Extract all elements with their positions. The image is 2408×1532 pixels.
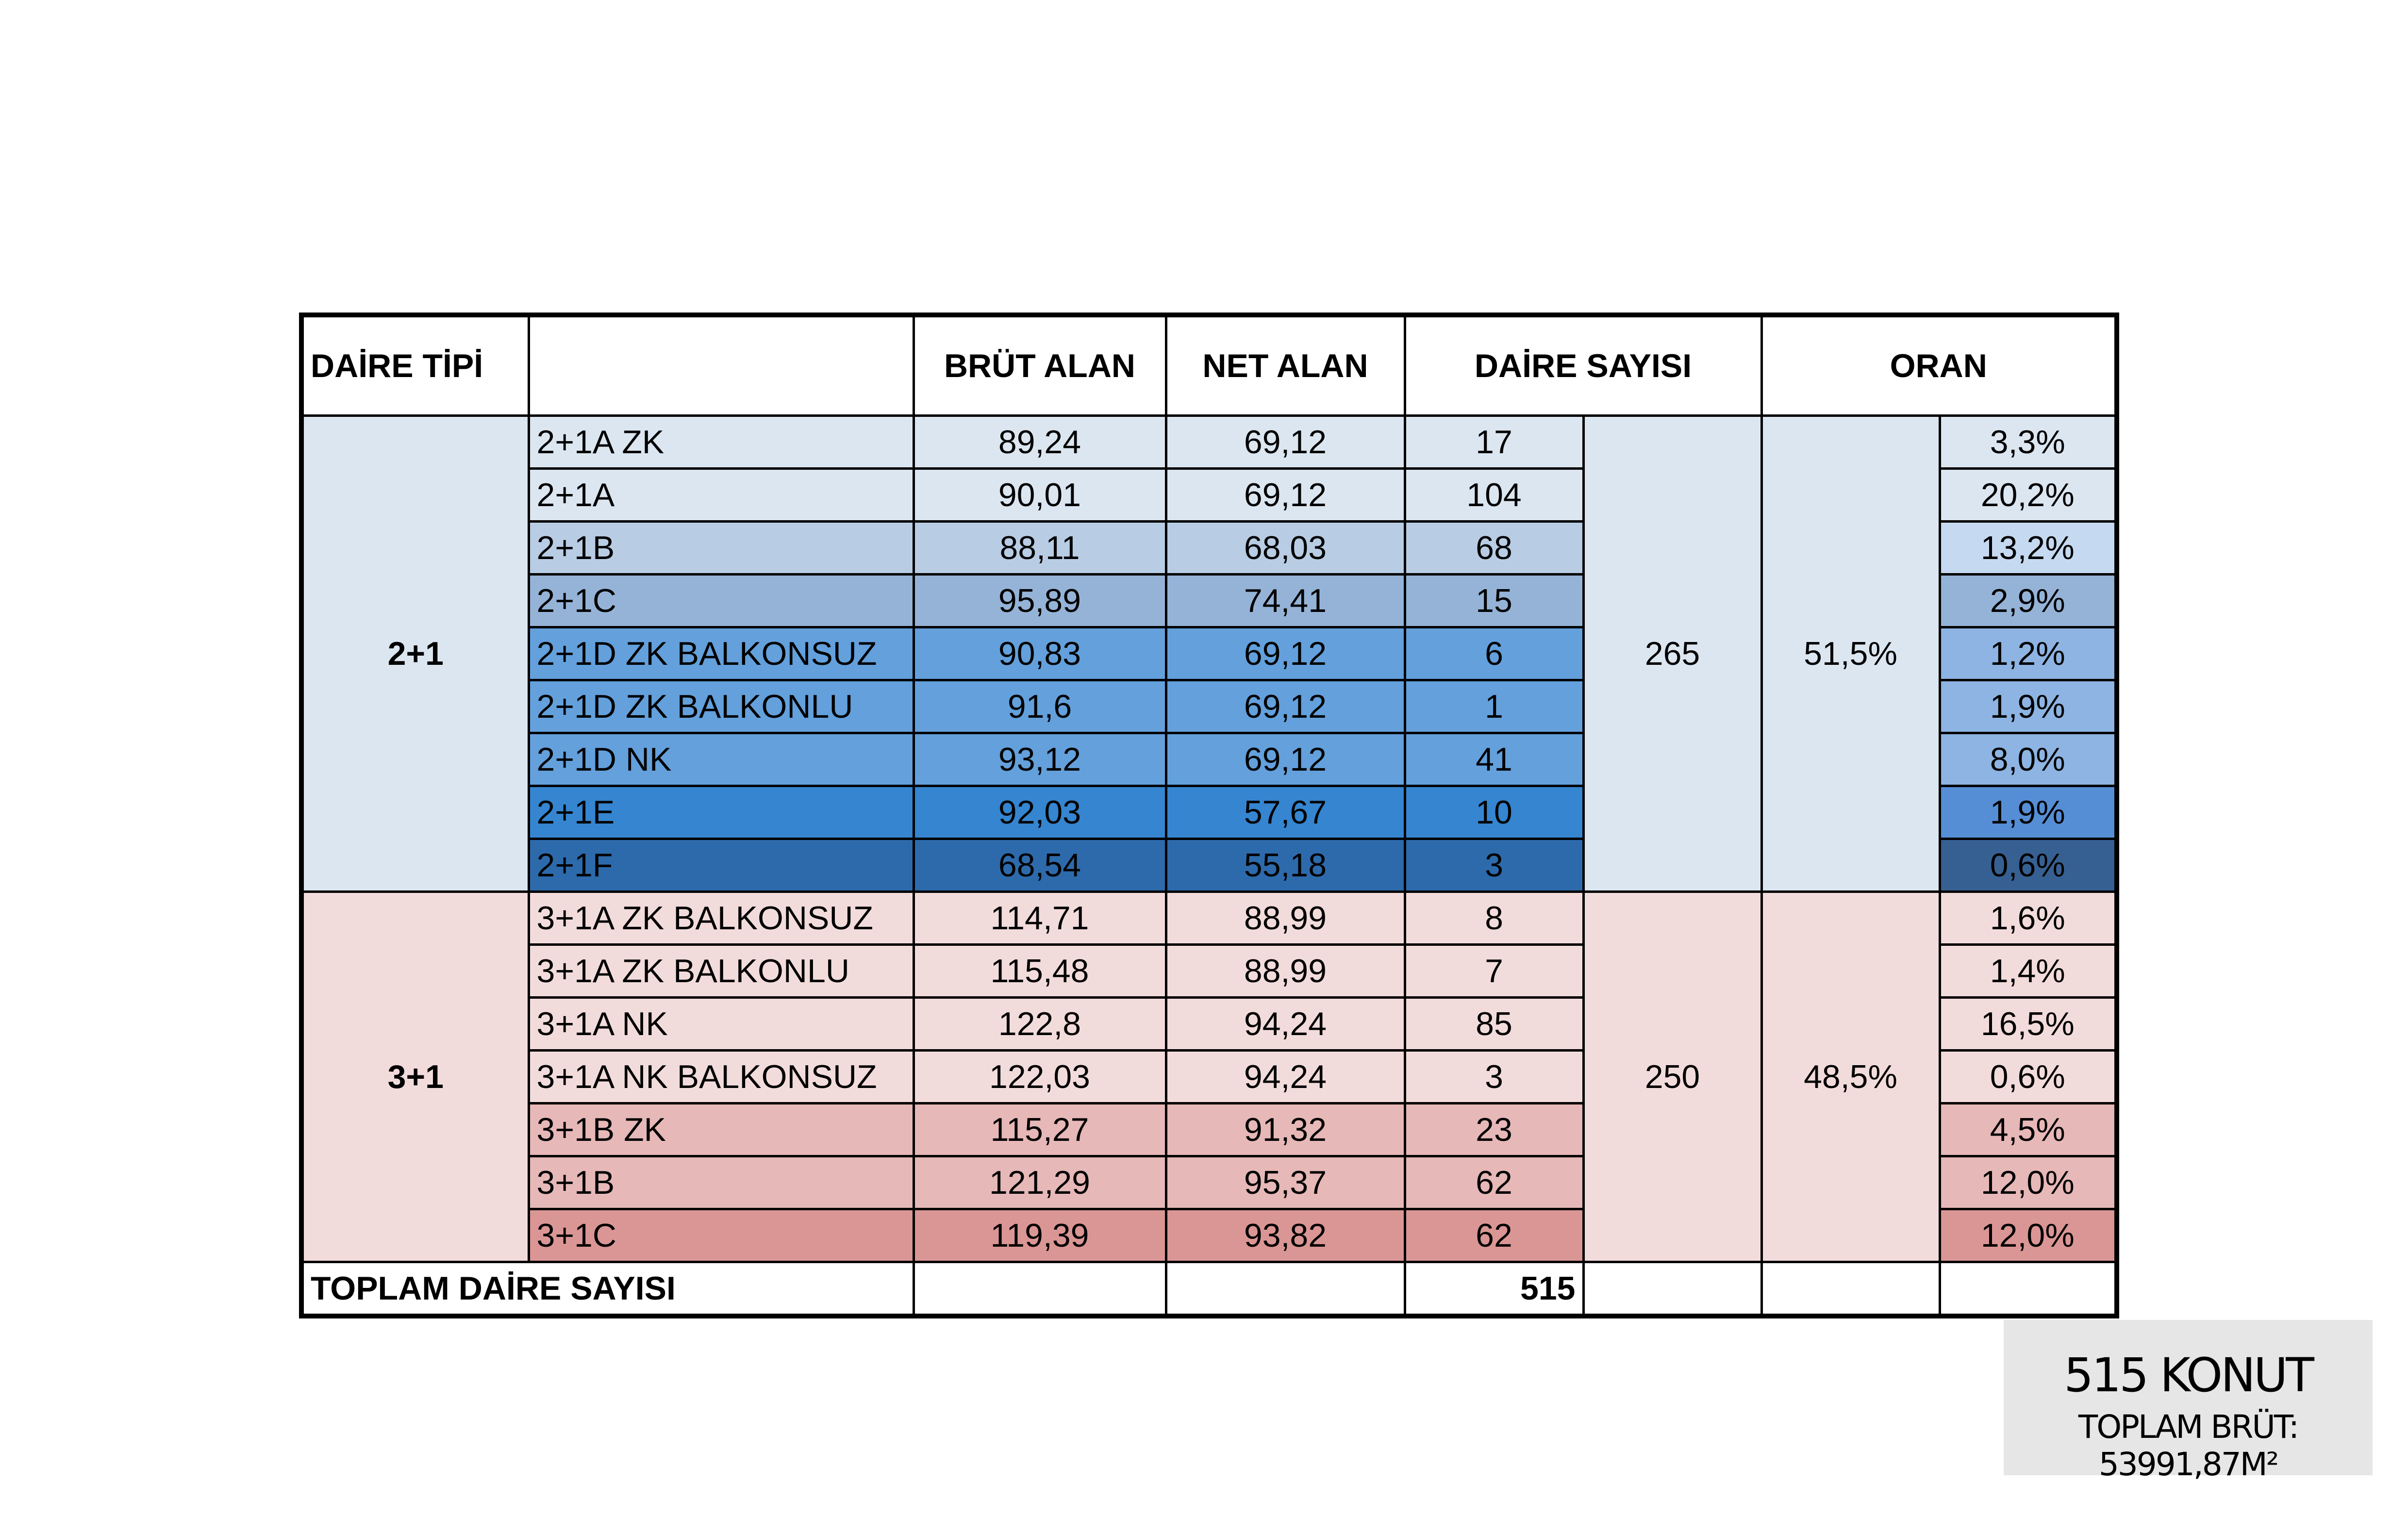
total-count: 515 xyxy=(1405,1262,1583,1317)
gross-area: 115,48 xyxy=(913,945,1166,998)
unit-name: 3+1B ZK xyxy=(529,1104,913,1156)
gross-area: 91,6 xyxy=(913,680,1166,733)
summary-title: 515 KONUT xyxy=(2064,1348,2312,1402)
unit-ratio: 12,0% xyxy=(1940,1156,2117,1209)
unit-name: 2+1C xyxy=(529,575,913,627)
unit-count: 104 xyxy=(1405,469,1583,522)
unit-count: 23 xyxy=(1405,1104,1583,1156)
group-label: 2+1 xyxy=(301,416,529,892)
group-ratio: 48,5% xyxy=(1761,892,1940,1262)
header-oran: ORAN xyxy=(1761,315,2117,416)
unit-ratio: 12,0% xyxy=(1940,1209,2117,1262)
unit-ratio: 1,9% xyxy=(1940,680,2117,733)
net-area: 55,18 xyxy=(1166,839,1405,892)
gross-area: 95,89 xyxy=(913,575,1166,627)
unit-count: 8 xyxy=(1405,892,1583,945)
net-area: 91,32 xyxy=(1166,1104,1405,1156)
unit-ratio: 1,2% xyxy=(1940,627,2117,680)
total-empty-group-count xyxy=(1583,1262,1761,1317)
unit-ratio: 8,0% xyxy=(1940,733,2117,786)
gross-area: 119,39 xyxy=(913,1209,1166,1262)
unit-count: 62 xyxy=(1405,1156,1583,1209)
unit-ratio: 1,9% xyxy=(1940,786,2117,839)
gross-area: 68,54 xyxy=(913,839,1166,892)
net-area: 95,37 xyxy=(1166,1156,1405,1209)
gross-area: 90,01 xyxy=(913,469,1166,522)
unit-count: 1 xyxy=(1405,680,1583,733)
net-area: 57,67 xyxy=(1166,786,1405,839)
gross-area: 88,11 xyxy=(913,522,1166,575)
unit-ratio: 13,2% xyxy=(1940,522,2117,575)
unit-count: 68 xyxy=(1405,522,1583,575)
table-header-row xyxy=(301,315,2117,416)
table-row xyxy=(301,892,2117,945)
gross-area: 122,8 xyxy=(913,998,1166,1051)
net-area: 88,99 xyxy=(1166,945,1405,998)
unit-ratio: 1,4% xyxy=(1940,945,2117,998)
group-ratio: 51,5% xyxy=(1761,416,1940,892)
gross-area: 115,27 xyxy=(913,1104,1166,1156)
net-area: 69,12 xyxy=(1166,469,1405,522)
group-label: 3+1 xyxy=(301,892,529,1262)
unit-ratio: 0,6% xyxy=(1940,1051,2117,1104)
unit-count: 10 xyxy=(1405,786,1583,839)
unit-name: 3+1A ZK BALKONSUZ xyxy=(529,892,913,945)
unit-count: 7 xyxy=(1405,945,1583,998)
gross-area: 122,03 xyxy=(913,1051,1166,1104)
net-area: 74,41 xyxy=(1166,575,1405,627)
gross-area: 93,12 xyxy=(913,733,1166,786)
summary-total-gross: TOPLAM BRÜT: 53991,87M² xyxy=(2078,1408,2298,1483)
unit-name: 2+1F xyxy=(529,839,913,892)
net-area: 94,24 xyxy=(1166,1051,1405,1104)
header-subtype xyxy=(529,315,913,416)
total-empty-net xyxy=(1166,1262,1405,1317)
gross-area: 89,24 xyxy=(913,416,1166,469)
unit-ratio: 2,9% xyxy=(1940,575,2117,627)
group-count: 250 xyxy=(1583,892,1761,1262)
unit-ratio: 1,6% xyxy=(1940,892,2117,945)
unit-count: 3 xyxy=(1405,1051,1583,1104)
unit-count: 85 xyxy=(1405,998,1583,1051)
net-area: 69,12 xyxy=(1166,680,1405,733)
header-daire-sayisi: DAİRE SAYISI xyxy=(1405,315,1761,416)
header-daire-tipi: DAİRE TİPİ xyxy=(301,315,529,416)
net-area: 69,12 xyxy=(1166,733,1405,786)
total-empty-gross xyxy=(913,1262,1166,1317)
unit-count: 62 xyxy=(1405,1209,1583,1262)
gross-area: 92,03 xyxy=(913,786,1166,839)
header-brut-alan: BRÜT ALAN xyxy=(913,315,1166,416)
unit-count: 41 xyxy=(1405,733,1583,786)
unit-count: 17 xyxy=(1405,416,1583,469)
summary-box xyxy=(2004,1320,2373,1483)
gross-area: 114,71 xyxy=(913,892,1166,945)
unit-name: 2+1D ZK BALKONLU xyxy=(529,680,913,733)
apartment-type-table xyxy=(299,313,2119,1318)
total-label: TOPLAM DAİRE SAYISI xyxy=(301,1262,913,1317)
unit-count: 6 xyxy=(1405,627,1583,680)
unit-ratio: 3,3% xyxy=(1940,416,2117,469)
unit-ratio: 20,2% xyxy=(1940,469,2117,522)
gross-area: 90,83 xyxy=(913,627,1166,680)
unit-ratio: 16,5% xyxy=(1940,998,2117,1051)
unit-count: 3 xyxy=(1405,839,1583,892)
unit-ratio: 4,5% xyxy=(1940,1104,2117,1156)
unit-name: 3+1C xyxy=(529,1209,913,1262)
unit-name: 2+1E xyxy=(529,786,913,839)
net-area: 93,82 xyxy=(1166,1209,1405,1262)
group-count: 265 xyxy=(1583,416,1761,892)
unit-name: 3+1A NK xyxy=(529,998,913,1051)
table-row xyxy=(301,416,2117,469)
total-empty-group-ratio xyxy=(1761,1262,1940,1317)
net-area: 69,12 xyxy=(1166,627,1405,680)
total-empty-ratio xyxy=(1940,1262,2117,1317)
total-row xyxy=(301,1262,2117,1317)
unit-name: 3+1B xyxy=(529,1156,913,1209)
unit-name: 2+1A ZK xyxy=(529,416,913,469)
unit-name: 2+1D ZK BALKONSUZ xyxy=(529,627,913,680)
unit-ratio: 0,6% xyxy=(1940,839,2117,892)
unit-name: 2+1B xyxy=(529,522,913,575)
gross-area: 121,29 xyxy=(913,1156,1166,1209)
net-area: 94,24 xyxy=(1166,998,1405,1051)
unit-name: 3+1A ZK BALKONLU xyxy=(529,945,913,998)
unit-name: 2+1A xyxy=(529,469,913,522)
header-net-alan: NET ALAN xyxy=(1166,315,1405,416)
net-area: 69,12 xyxy=(1166,416,1405,469)
unit-name: 2+1D NK xyxy=(529,733,913,786)
net-area: 88,99 xyxy=(1166,892,1405,945)
unit-name: 3+1A NK BALKONSUZ xyxy=(529,1051,913,1104)
net-area: 68,03 xyxy=(1166,522,1405,575)
unit-count: 15 xyxy=(1405,575,1583,627)
